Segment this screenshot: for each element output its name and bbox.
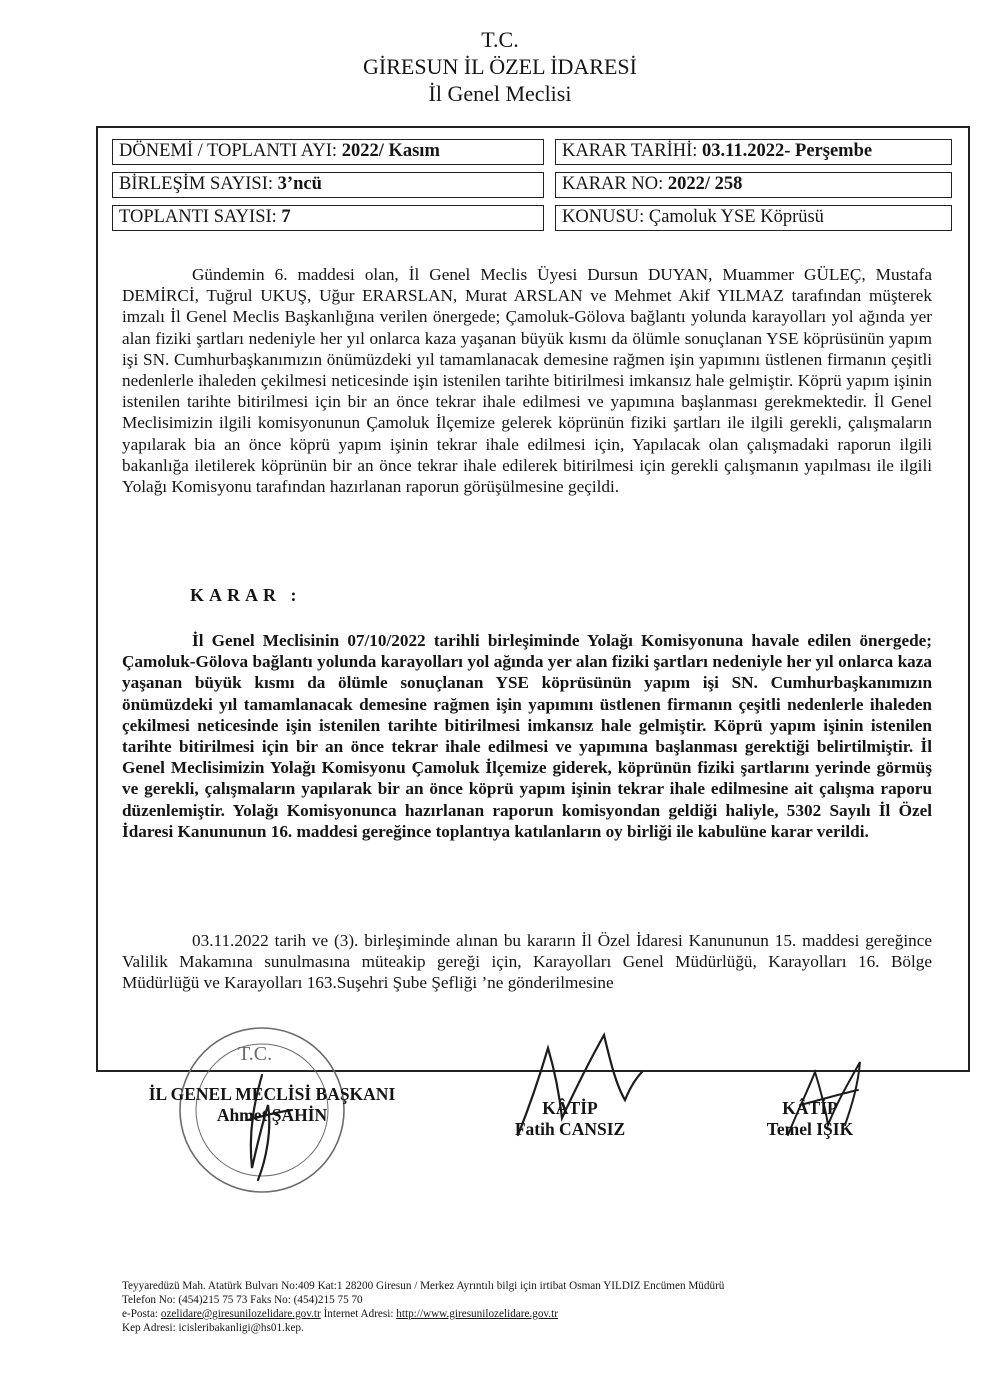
- birlesim-cell: [112, 172, 544, 198]
- donem-cell: [112, 139, 544, 165]
- footer-internet-label: İnternet Adresi:: [323, 1308, 394, 1320]
- footer-kep: Kep Adresi: icisleribakanligi@hs01.kep.: [122, 1322, 304, 1334]
- baskan-block: [122, 1084, 422, 1126]
- karar-tarihi-value: 03.11.2022- Perşembe: [702, 141, 873, 161]
- toplanti-cell: [112, 205, 544, 231]
- konusu-value: Çamoluk YSE Köprüsü: [648, 207, 824, 227]
- footer-address: Teyyaredüzü Mah. Atatürk Bulvarı No:409 Kat:1 28200 Giresun / Merkez Ayrıntılı bilgi için irtibat Osman YILDIZ Encümen Müdürü: [122, 1280, 725, 1292]
- konusu-label: KONUSU:: [562, 207, 645, 227]
- toplanti-label: TOPLANTI SAYISI:: [119, 207, 277, 227]
- birlesim-value: 3’ncü: [277, 174, 322, 194]
- donem-label: DÖNEMİ / TOPLANTI AYI:: [119, 141, 338, 161]
- katip2-title: KÂTİP: [782, 1098, 838, 1118]
- footer-phone: Telefon No: (454)215 75 73 Faks No: (454)215 75 70: [122, 1294, 363, 1306]
- katip1-block: [480, 1098, 660, 1140]
- katip2-name: Temel IŞIK: [766, 1119, 854, 1139]
- katip1-name: Fatih CANSIZ: [514, 1119, 626, 1139]
- footer-email-label: e-Posta:: [122, 1308, 159, 1320]
- footer-email-link[interactable]: ozelidare@giresunilozelidare.gov.tr: [160, 1308, 321, 1320]
- toplanti-value: 7: [281, 207, 291, 227]
- konusu-cell: [555, 205, 952, 231]
- agenda-paragraph: Gündemin 6. maddesi olan, İl Genel Meclis Üyesi Dursun DUYAN, Muammer GÜLEÇ, Mustafa DEMİRCİ, Tuğrul UKUŞ, Uğur ERARSLAN, Murat ARSLAN ve Mehmet Akif YILMAZ tarafından müşterek imzalı İl Genel Meclis Başkanlığına verilen önergede; Çamoluk-Gölova bağlantı yolunda karayolları yol ağında yer alan fiziki şartları nedeniyle her yıl onlarca kaza yaşanan büyük kısmı da ölümle sonuçlanan YSE köprüsünün yapım işi SN. Cumhurbaşkanımızın önümüzdeki yıl tamamlanacak demesine rağmen işin yapımını üstlenen firmanın çeşitli nedenlerle ihaleden çekilmesi neticesinde işin istenilen tarihte bitirilmesi imkansız hale gelmiştir. Köprü yapım işinin istenilen tarihte bitirilmesi için bir an önce tekrar ihale edilmesi ve yapımına başlanması gerekmektedir. İl Genel Meclisimizin ilgili komisyonunun Çamoluk İlçemize gelerek köprünün fiziki şartları ile ilgili gerekli, çalışmaların yapılarak bia an önce köprü yapım işinin tekrar ihale edilmesi için, Yapılacak olan çalışmadaki raporun ilgili bakanlığa iletilerek köprünün bir an önce tekrar ihale edilerek bitirilmesi için gerekli çalışmanın yapılması ile ilgili Yolağı Komisyonu tarafından hazırlanan raporun görüşülmesine geçildi.: [122, 265, 932, 497]
- baskan-title: İL GENEL MECLİSİ BAŞKANI: [148, 1084, 396, 1104]
- letterhead-tc: T.C.: [481, 27, 519, 52]
- karar-no-value: 2022/ 258: [667, 174, 743, 194]
- katip2-block: [730, 1098, 890, 1140]
- karar-tarihi-label: KARAR TARİHİ:: [562, 141, 698, 161]
- karar-no-cell: [555, 172, 952, 198]
- letterhead: [0, 26, 1000, 107]
- baskan-name: Ahmet ŞAHİN: [216, 1105, 328, 1125]
- footer-email-line: [122, 1307, 922, 1321]
- letterhead-council: İl Genel Meclisi: [428, 81, 572, 106]
- seal-text: T.C.: [238, 1043, 273, 1065]
- karar-heading: KARAR :: [190, 585, 302, 605]
- distribution-paragraph: 03.11.2022 tarih ve (3). birleşiminde alınan bu kararın İl Özel İdaresi Kanununun 15. maddesi gereğince Valilik Makamına sunulmasına müteakip gereği için, Karayolları Genel Müdürlüğü, Karayolları 16. Bölge Müdürlüğü ve Karayolları 163.Suşehri Şube Şefliği ’ne gönderilmesine: [122, 931, 932, 993]
- karar-no-label: KARAR NO:: [562, 174, 664, 194]
- birlesim-label: BİRLEŞİM SAYISI:: [119, 174, 274, 194]
- karar-paragraph: İl Genel Meclisinin 07/10/2022 tarihli birleşiminde Yolağı Komisyonuna havale edilen önergede; Çamoluk-Gölova bağlantı yolunda karayolları yol ağında yer alan fiziki şartları nedeniyle her yıl onlarca kaza yaşanan büyük kısmı da ölümle sonuçlanan YSE köprüsünün yapım işi SN. Cumhurbaşkanımızın önümüzdeki yıl tamamlanacak demesine rağmen işin yapımını üstlenen firmanın çeşitli nedenlerle ihaleden çekilmesi neticesinde işin istenilen tarihte bitirilmesi imkansız hale gelmiştir. Köprü yapım işinin istenilen tarihte bitirilmesi için bir an önce tekrar ihale edilmesi ve yapımına başlanması gerektiği belirtilmiştir. İl Genel Meclisimizin Yolağı Komisyonu Çamoluk İlçemize giderek, köprünün fiziki şartlarını yerinde görmüş ve gerekli, çalışmaların yapılarak bir an önce köprü yapım işinin tekrar ihale edilmesine ait çalışma raporu düzenlemiştir. Yolağı Komisyonunca hazırlanan raporun komisyondan geldiği haliyle, 5302 Sayılı İl Özel İdaresi Kanununun 16. maddesi gereğince toplantıya katılanların oy birliği ile kabulüne karar verildi.: [122, 631, 932, 841]
- katip1-title: KÂTİP: [542, 1098, 598, 1118]
- footer-contact: [122, 1279, 922, 1335]
- letterhead-institution: GİRESUN İL ÖZEL İDARESİ: [363, 54, 637, 79]
- donem-value: 2022/ Kasım: [341, 141, 440, 161]
- karar-tarihi-cell: [555, 139, 952, 165]
- footer-website-link[interactable]: http://www.giresunilozelidare.gov.tr: [396, 1308, 558, 1320]
